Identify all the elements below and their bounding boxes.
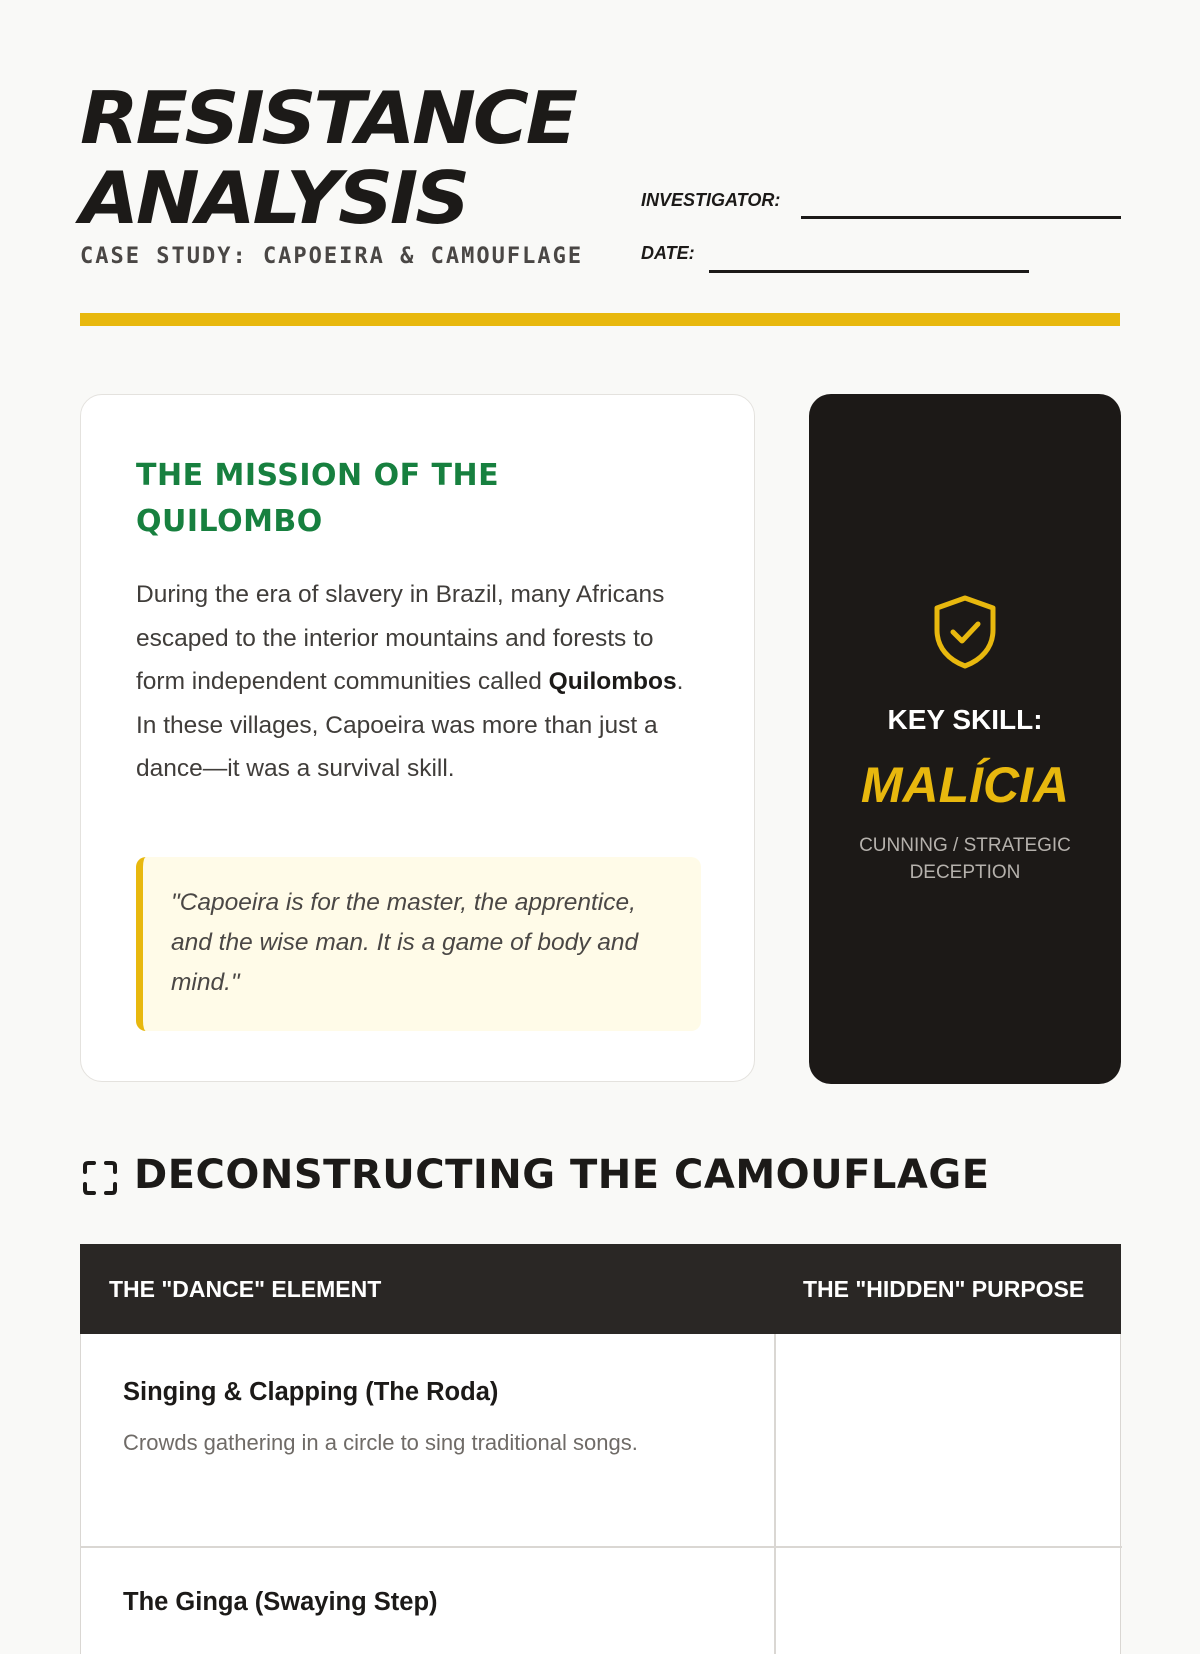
mission-body-text: During the era of slavery in Brazil, many Africans escaped to the interior mountains and forests to form independent communities called — [136, 581, 665, 695]
shield-check-icon — [931, 594, 999, 670]
key-skill-card — [809, 394, 1121, 1084]
title-line-1: RESISTANCE — [80, 76, 575, 160]
quote-box — [136, 857, 701, 1031]
camouflage-table — [80, 1244, 1121, 1644]
date-label: DATE: — [641, 243, 695, 263]
row-title: The Ginga (Swaying Step) — [123, 1588, 438, 1616]
mission-card — [80, 394, 755, 1082]
table-header-purpose: THE "HIDDEN" PURPOSE — [803, 1276, 1085, 1302]
mission-title: THE MISSION OF THE QUILOMBO — [136, 458, 500, 539]
table-header — [80, 1244, 1121, 1334]
row-title: Singing & Clapping (The Roda) — [123, 1378, 499, 1406]
page-title — [80, 78, 575, 238]
row-divider — [81, 1546, 1122, 1548]
table-body — [80, 1334, 1121, 1654]
column-divider — [774, 1334, 776, 1654]
mission-body-keyword: Quilombos — [548, 668, 677, 695]
mission-body — [136, 573, 706, 791]
page-subtitle: CASE STUDY: CAPOEIRA & CAMOUFLAGE — [80, 244, 584, 269]
key-skill-description: CUNNING / STRATEGIC DECEPTION — [859, 835, 1071, 883]
investigator-field[interactable] — [801, 216, 1121, 219]
key-skill-label: KEY SKILL: — [887, 704, 1043, 735]
title-line-2: ANALYSIS — [80, 156, 467, 240]
focus-frame-icon — [82, 1160, 118, 1196]
section-title: DECONSTRUCTING THE CAMOUFLAGE — [134, 1152, 990, 1198]
date-field[interactable] — [709, 270, 1029, 273]
quote-text: "Capoeira is for the master, the apprentice, and the wise man. It is a game of body and mind." — [171, 889, 639, 996]
row-description: Crowds gathering in a circle to sing traditional songs. — [123, 1430, 638, 1455]
table-header-dance: THE "DANCE" ELEMENT — [109, 1276, 382, 1302]
key-skill-name: MALÍCIA — [860, 757, 1070, 813]
investigator-label: INVESTIGATOR: — [641, 190, 781, 210]
mission-body-text-end: . In these villages, Capoeira was more than just a dance—it was a survival skill. — [136, 668, 684, 782]
header-divider — [80, 313, 1120, 326]
